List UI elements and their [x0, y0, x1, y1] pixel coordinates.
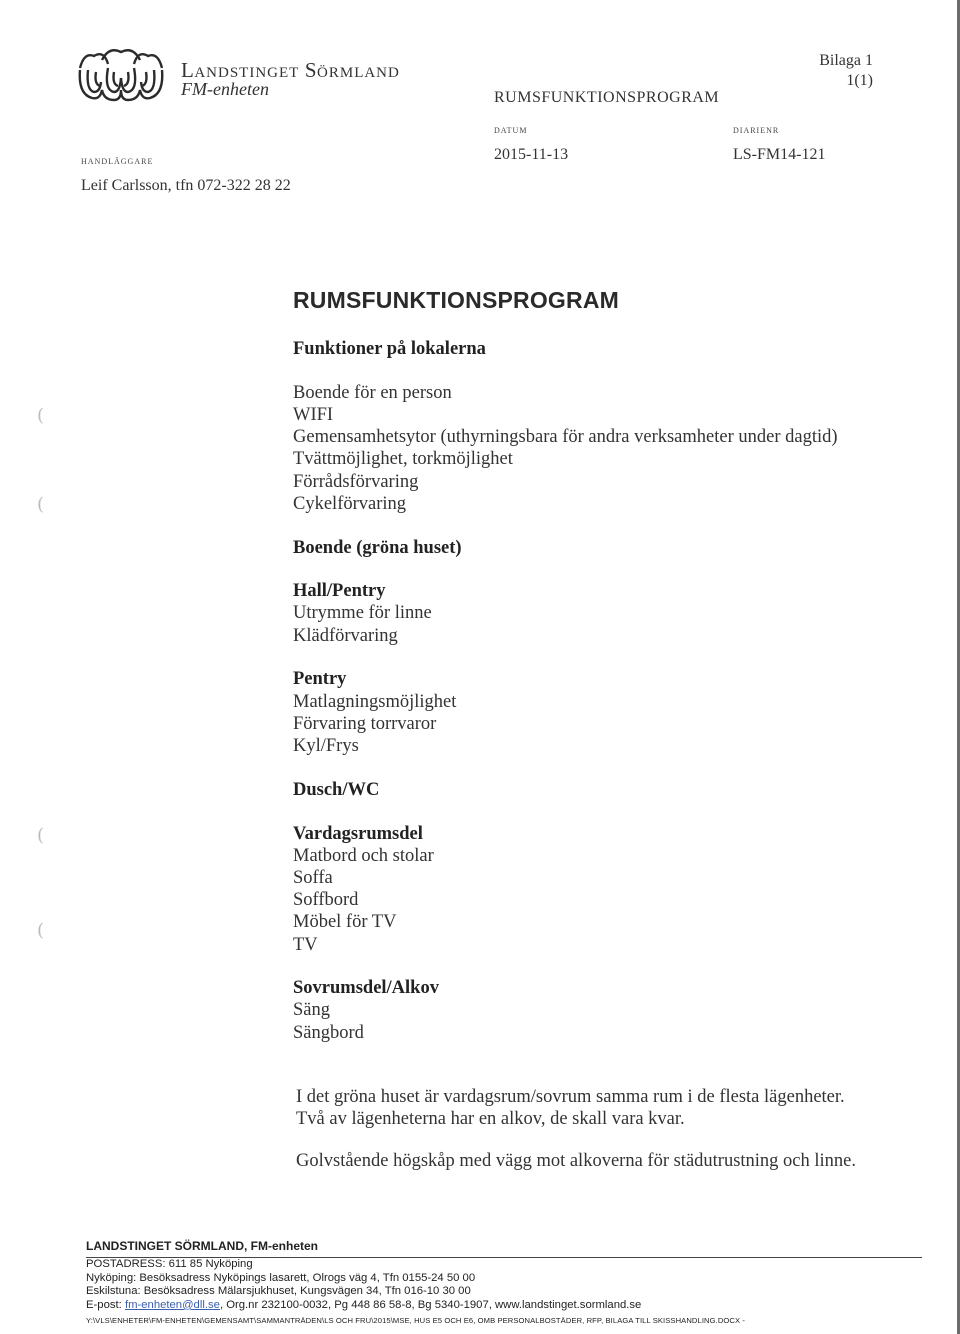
org-name: LANDSTINGET SÖRMLAND [181, 58, 400, 82]
note-line: Två av lägenheterna har en alkov, de skall vara kvar. [296, 1109, 685, 1129]
footer-heading: LANDSTINGET SÖRMLAND, FM-enheten [86, 1239, 922, 1258]
list-item: Soffbord [293, 890, 359, 911]
footer-contact [86, 1299, 922, 1313]
list-item: Förvaring torrvaror [293, 713, 437, 734]
org-unit: FM-enheten [181, 79, 269, 99]
list-item: Cykelförvaring [293, 493, 407, 514]
footer-epost-label: E-post: [86, 1298, 125, 1311]
diary-number-label: DIARIENR [733, 126, 780, 135]
list-item: Kyl/Frys [293, 736, 359, 756]
list-item: Säng [293, 1000, 330, 1021]
landstinget-logo-icon [74, 46, 168, 106]
date-label: DATUM [494, 126, 528, 135]
list-item: Förrådsförvaring [293, 471, 419, 492]
date-value: 2015-11-13 [494, 146, 569, 163]
list-item: TV [293, 934, 318, 955]
footer-file-path: Y:\VLS\ENHETER\FM-ENHETEN\GEMENSAMT\SAMMANTRÄDEN\LS OCH FRU\2015\MSE, HUS E5 OCH E6, OMB PERSONALBOSTÄDER, RFP, BILAGA TILL SKISSHANDLING.DOCX - [86, 1316, 746, 1326]
list-item: Matlagningsmöjlighet [293, 691, 457, 712]
section-heading: Hall/Pentry [293, 581, 386, 602]
handler-value: Leif Carlsson, tfn 072-322 28 22 [81, 177, 291, 194]
list-item: Utrymme för linne [293, 603, 432, 624]
diary-number-value: LS-FM14-121 [733, 146, 826, 163]
margin-mark: ( [37, 405, 45, 426]
margin-mark: ( [37, 494, 45, 515]
page-title: RUMSFUNKTIONSPROGRAM [293, 287, 619, 313]
list-item: Klädförvaring [293, 625, 398, 646]
note-line: Golvstående högskåp med vägg mot alkoverna för städutrustning och linne. [296, 1151, 857, 1171]
list-item: Boende för en person [293, 382, 452, 403]
page-number: 1(1) [846, 72, 873, 89]
footer-eskilstuna: Eskilstuna: Besöksadress Mälarsjukhuset, Kungsvägen 34, Tfn 016-10 30 00 [86, 1285, 471, 1298]
closing-notes [296, 1086, 856, 1172]
list-item: WIFI [293, 404, 334, 425]
section-heading: Funktioner på lokalerna [293, 339, 486, 359]
note-line: I det gröna huset är vardagsrum/sovrum samma rum i de flesta lägenheter. [296, 1087, 845, 1107]
section-heading: Dusch/WC [293, 779, 380, 800]
document-type: RUMSFUNKTIONSPROGRAM [494, 89, 720, 106]
margin-mark: ( [37, 920, 45, 941]
margin-mark: ( [37, 825, 45, 846]
footer [86, 1239, 922, 1328]
list-item: Gemensamhetsytor (uthyrningsbara för andra verksamheter under dagtid) [293, 427, 838, 448]
handler-label: HANDLÄGGARE [81, 157, 154, 166]
list-item: Soffa [293, 867, 333, 888]
attachment-label: Bilaga 1 [819, 52, 873, 69]
section-heading: Pentry [293, 669, 347, 690]
list-item: Möbel för TV [293, 912, 397, 933]
footer-postadress: POSTADRESS: 611 85 Nyköping [86, 1258, 253, 1270]
list-item: Matbord och stolar [293, 845, 434, 866]
footer-org-info: , Org.nr 232100-0032, Pg 448 86 58-8, Bg 5340-1907, www.landstinget.sormland.se [219, 1298, 642, 1311]
footer-email-link[interactable]: fm-enheten@dll.se [124, 1298, 220, 1311]
section-heading: Boende (gröna huset) [293, 537, 462, 558]
footer-nykoping: Nyköping: Besöksadress Nyköpings lasarett, Olrogs väg 4, Tfn 0155-24 50 00 [86, 1271, 476, 1284]
section-heading: Sovrumsdel/Alkov [293, 978, 439, 999]
list-item: Tvättmöjlighet, torkmöjlighet [293, 449, 513, 470]
section-heading: Vardagsrumsdel [293, 823, 423, 844]
list-item: Sängbord [293, 1022, 364, 1043]
document-body [293, 338, 893, 1044]
